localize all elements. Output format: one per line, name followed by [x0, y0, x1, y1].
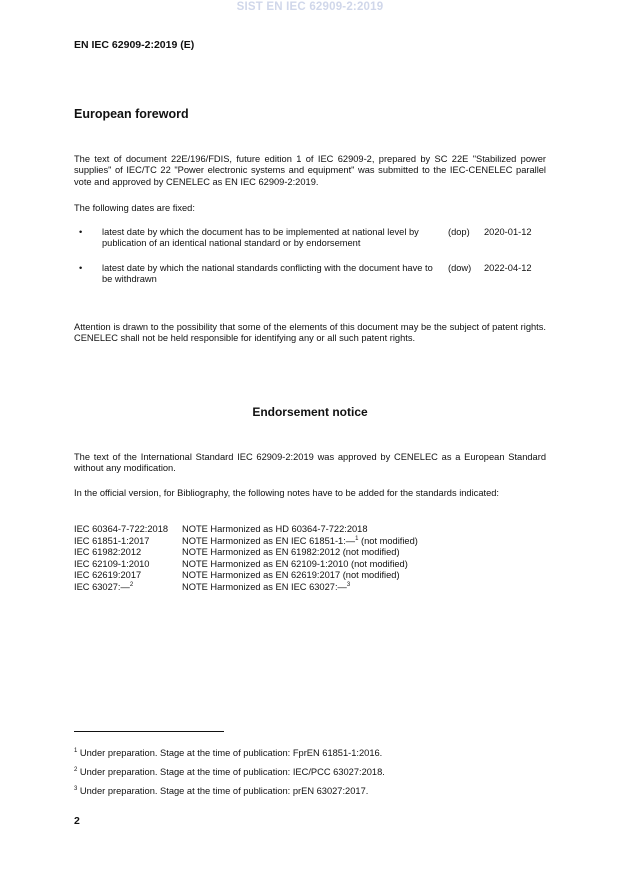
foreword-heading: European foreword	[74, 107, 189, 121]
standard-note: NOTE Harmonized as HD 60364-7-722:2018	[182, 524, 368, 534]
standard-id: IEC 63027:—$^2$	[74, 581, 134, 592]
date-description: latest date by which the national standards conflicting with the document have to be withdrawn	[102, 263, 433, 285]
footnote-1: $^1$ Under preparation. Stage at the time of publication: FprEN 61851-1:2016.	[74, 748, 383, 758]
foreword-paragraph-1: The text of document 22E/196/FDIS, future edition 1 of IEC 62909-2, prepared by SC 22E "Stabilized power supplies" of IEC/TC 22 "Power electronic systems and equipment" was submitted to the IEC-CENELEC parallel vote and approved by CENELEC as EN IEC 62909-2:2019.	[74, 154, 546, 187]
watermark: SIST EN IEC 62909-2:2019	[236, 1, 384, 13]
endorsement-paragraph-1: The text of the International Standard IEC 62909-2:2019 was approved by CENELEC as a European Standard without any modification.	[74, 452, 546, 474]
date-value: 2022-04-12	[484, 263, 532, 273]
foreword-paragraph-3: Attention is drawn to the possibility that some of the elements of this document may be the subject of patent rights. CENELEC shall not be held responsible for identifying any or all such patent rights.	[74, 322, 546, 344]
standard-note: NOTE Harmonized as EN IEC 61851-1:—$^1$ (not modified)	[182, 535, 418, 546]
standard-id: IEC 60364-7-722:2018	[74, 524, 169, 534]
endorsement-heading: Endorsement notice	[252, 405, 368, 419]
date-value: 2020-01-12	[484, 227, 532, 237]
standard-id: IEC 61982:2012	[74, 547, 142, 557]
bullet-icon: •	[79, 227, 83, 237]
standard-id: IEC 62109-1:2010	[74, 558, 150, 569]
standard-note: NOTE Harmonized as EN IEC 63027:—$^3$	[182, 581, 351, 592]
standard-note: NOTE Harmonized as EN 62619:2017 (not modified)	[182, 570, 400, 580]
standard-id: IEC 61851-1:2017	[74, 535, 150, 546]
footnote-2: $^2$ Under preparation. Stage at the time of publication: IEC/PCC 63027:2018.	[74, 767, 385, 777]
page-number: 2	[74, 815, 80, 827]
date-code: (dop)	[448, 227, 470, 237]
endorsement-paragraph-2: In the official version, for Bibliography, the following notes have to be added for the standards indicated:	[74, 488, 499, 498]
bullet-icon: •	[79, 263, 83, 273]
footnote-3: $^3$ Under preparation. Stage at the time of publication: prEN 63027:2017.	[74, 786, 369, 796]
footnote-separator	[74, 731, 224, 732]
date-description: latest date by which the document has to be implemented at national level by publication of an identical national standard or by endorsement	[102, 227, 419, 249]
standard-id: IEC 62619:2017	[74, 570, 142, 580]
date-code: (dow)	[448, 263, 472, 273]
standard-note: NOTE Harmonized as EN 61982:2012 (not modified)	[182, 547, 400, 557]
foreword-paragraph-2: The following dates are fixed:	[74, 203, 195, 213]
standard-note: NOTE Harmonized as EN 62109-1:2010 (not modified)	[182, 558, 408, 569]
document-id-header: EN IEC 62909-2:2019 (E)	[74, 39, 195, 51]
